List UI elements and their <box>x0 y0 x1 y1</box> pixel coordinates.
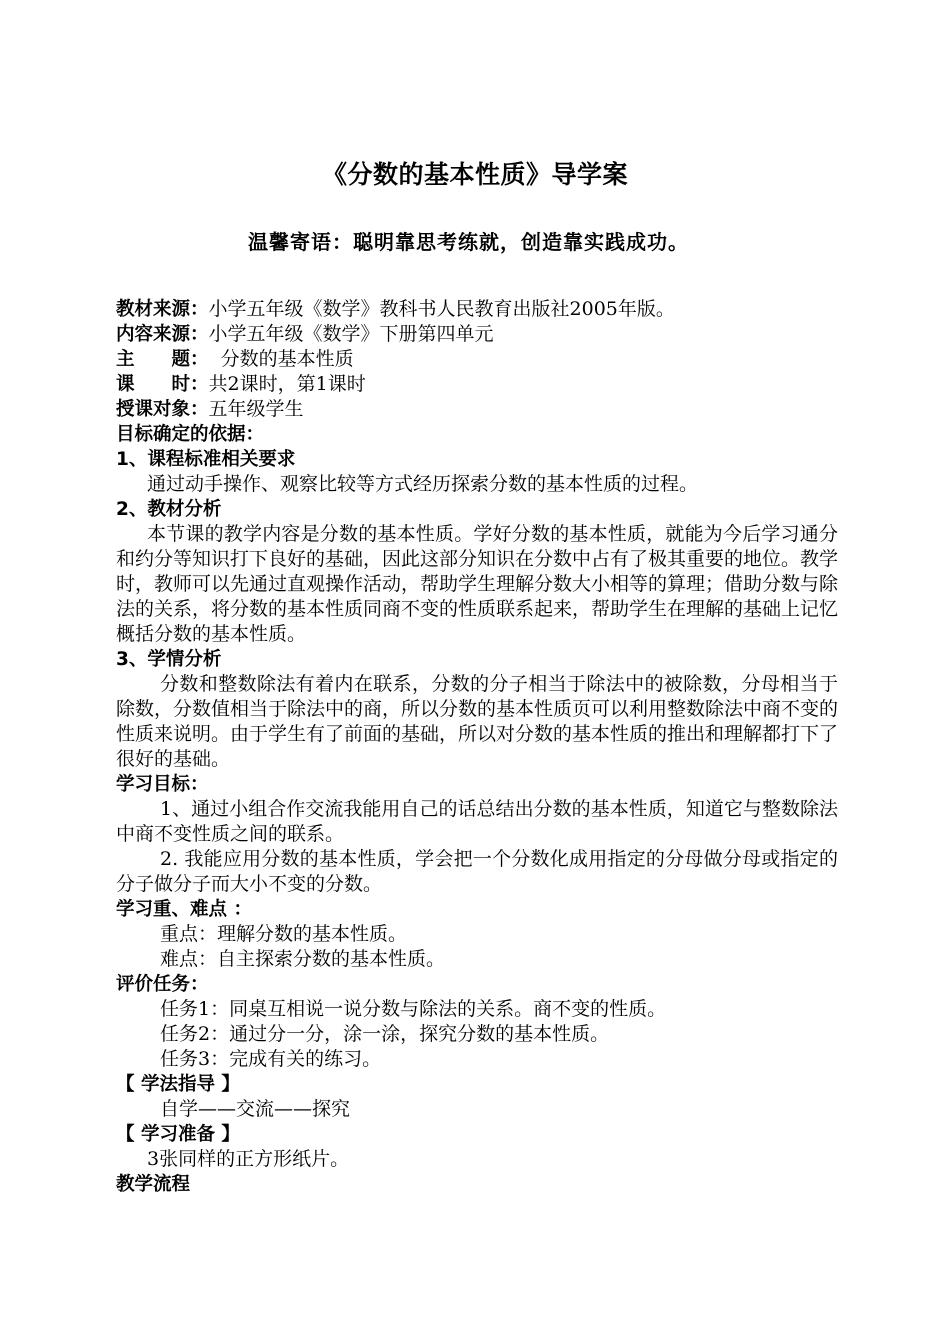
section-heading-students: 3、学情分析 <box>116 649 222 670</box>
info-value: 小学五年级《数学》下册第四单元 <box>208 323 494 345</box>
section-heading-tasks: 评价任务： <box>116 974 209 995</box>
textbook-paragraph: 本节课的教学内容是分数的基本性质。学好分数的基本性质，就能为今后学习通分和约分等知识打下良好的基础，因此这部分知识在分数中占有了极其重要的地位。教学时，教师可以先通过直观操作活动，帮助学生理解分数大小相等的算理；借助分数与除法的关系，将分数的基本性质同商不变的性质联系起来，帮助学生在理解的基础上记忆概括分数的基本性质。 <box>116 523 839 645</box>
section-heading-basis: 目标确定的依据： <box>116 424 265 445</box>
info-label: 授课对象： <box>116 399 209 420</box>
section-heading-goals: 学习目标： <box>116 774 209 795</box>
section-heading-standards: 1、课程标准相关要求 <box>116 449 296 470</box>
info-value: 分数的基本性质 <box>208 348 354 370</box>
info-label: 内容来源： <box>116 324 209 345</box>
section-heading-prep: 【 学习准备 】 <box>116 1124 240 1145</box>
section-heading-process: 教学流程 <box>116 1174 191 1195</box>
info-row-topic <box>116 347 838 372</box>
section-heading-textbook: 2、教材分析 <box>116 499 222 520</box>
section-heading-method: 【 学法指导 】 <box>116 1074 240 1095</box>
document-title: 《分数的基本性质》导学案 <box>321 160 628 189</box>
difficult-point: 难点：自主探索分数的基本性质。 <box>160 948 446 970</box>
info-label: 课 时： <box>116 374 209 395</box>
method-text: 自学——交流——探究 <box>160 1098 351 1120</box>
info-value: 五年级学生 <box>208 398 304 420</box>
info-row-source <box>116 297 838 322</box>
info-value: 共2课时，第1课时 <box>208 373 366 395</box>
students-paragraph: 分数和整数除法有着内在联系，分数的分子相当于除法中的被除数，分母相当于除数，分数值相当于除法中的商，所以分数的基本性质页可以利用整数除法中商不变的性质来说明。由于学生有了前面的基础，所以对分数的基本性质的推出和理解都打下了很好的基础。 <box>116 673 839 770</box>
document-body <box>116 297 838 1197</box>
task-item-3: 任务3：完成有关的练习。 <box>160 1048 382 1070</box>
standards-text: 通过动手操作、观察比较等方式经历探索分数的基本性质的过程。 <box>147 473 699 495</box>
section-heading-keypoints: 学习重、难点 ： <box>116 899 252 920</box>
info-value: 小学五年级《数学》教科书人民教育出版社2005年版。 <box>208 298 675 320</box>
task-item-2: 任务2：通过分一分，涂一涂，探究分数的基本性质。 <box>160 1023 610 1045</box>
task-item-1: 任务1：同桌互相说一说分数与除法的关系。商不变的性质。 <box>160 998 667 1020</box>
goal-item-2: 2. 我能应用分数的基本性质，学会把一个分数化成用指定的分母做分母或指定的分子做分子而大小不变的分数。 <box>116 848 838 895</box>
info-row-audience <box>116 397 838 422</box>
prep-text: 3张同样的正方形纸片。 <box>147 1148 350 1170</box>
info-row-content-source <box>116 322 838 347</box>
info-label: 教材来源： <box>116 299 209 320</box>
info-label: 主 题： <box>116 349 209 370</box>
key-point: 重点：理解分数的基本性质。 <box>160 923 408 945</box>
motto: 温馨寄语：聪明靠思考练就，创造靠实践成功。 <box>248 230 689 254</box>
goal-item-1: 1、通过小组合作交流我能用自己的话总结出分数的基本性质，知道它与整数除法中商不变性质之间的联系。 <box>116 798 838 845</box>
info-row-periods <box>116 372 838 397</box>
